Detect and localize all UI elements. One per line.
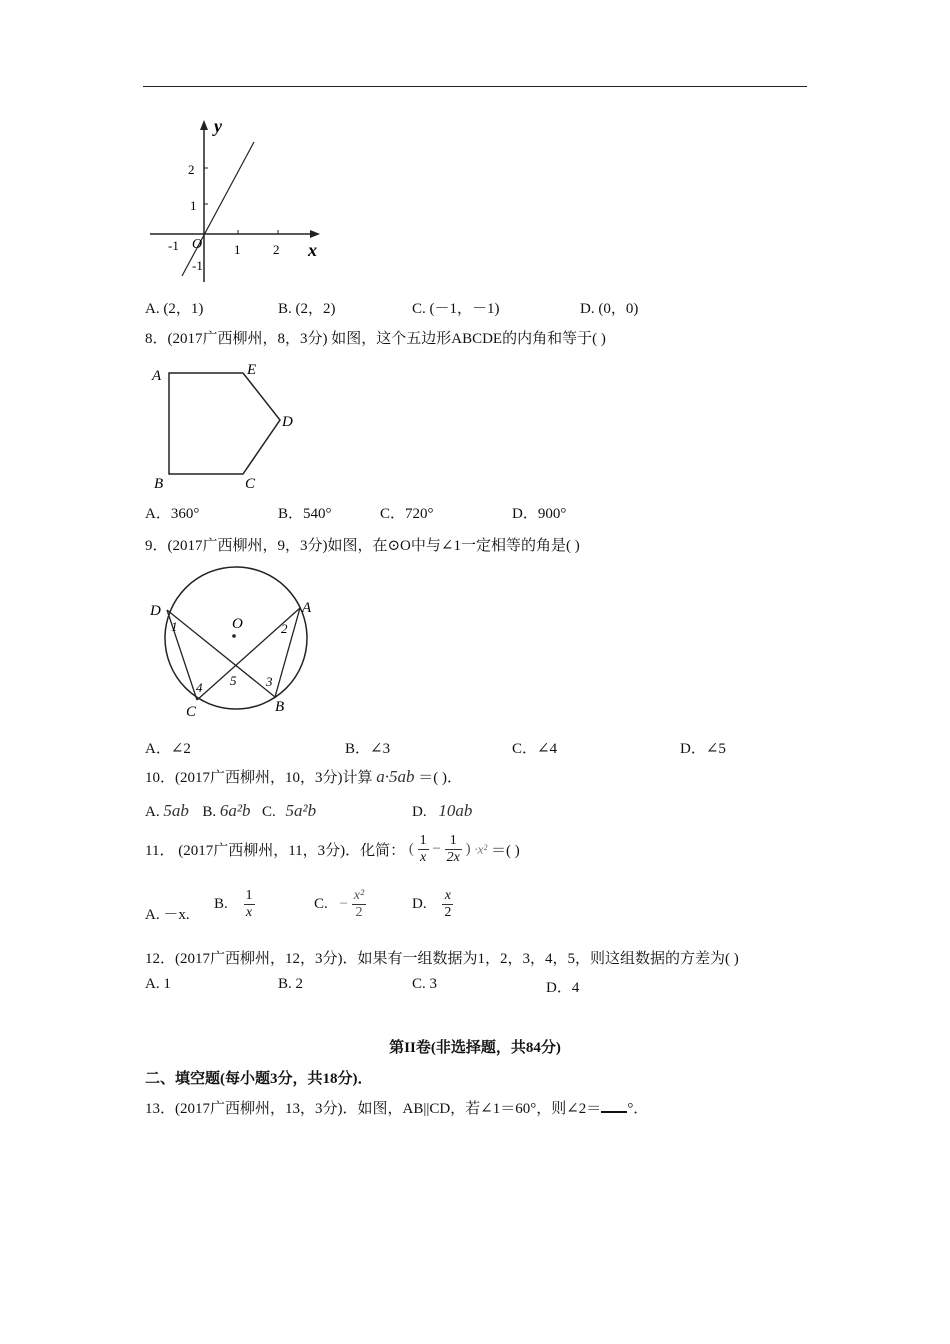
answer-blank[interactable] [601,1097,627,1113]
angle-label-5: 5 [230,673,237,688]
q12-option-b: B. 2 [278,976,304,992]
angle-label-3: 3 [266,674,273,689]
q12-option-d: D．4 [546,980,580,996]
angle-label-4: 4 [196,680,203,695]
q12-option-c: C. 3 [412,976,438,992]
q11-option-b-fraction: $\frac{1}{x}$ [245,888,253,920]
q10-option-c-expr: 5a²b [285,801,317,820]
q9-option-c: C．∠4 [512,741,558,757]
vertex-label-d: D [282,414,293,430]
q10-option-d-letter: D. [412,804,427,820]
q11-option-c-fraction: $\frac{\text{x²}}{2}$ [353,888,365,920]
point-label-a: A [302,600,312,616]
q9-circle-figure [140,560,330,720]
vertex-label-a: A [152,368,162,384]
section-heading: 二、填空题(每小题3分，共18分)． [145,1071,373,1087]
q11-fraction-1: $\frac{1}{x}$ [419,833,427,865]
q10-option-b-expr: 6a²b [219,801,251,820]
q9-option-b: B．∠3 [345,741,391,757]
q10-options [145,801,316,821]
q10-option-a-letter: A. [145,804,160,820]
point-label-d: D [150,603,161,619]
q11-option-d: D. $\frac{x}{2}$ [412,888,452,920]
q9-option-d: D．∠5 [680,741,726,757]
q10-option-d-expr: 10ab [438,801,473,820]
y-tick-label: -1 [192,258,203,273]
q7-option-b: B. (2，2) [278,301,336,317]
x-tick-label: 1 [234,242,241,257]
q13-tail: °． [627,1101,649,1117]
q11-option-d-fraction: $\frac{x}{2}$ [444,888,452,920]
q11-fraction-2: $\frac{1}{2x}$ [446,833,460,865]
q12-option-a: A. 1 [145,976,171,992]
center-label-o: O [232,616,243,632]
q7-coordinate-graph [140,110,340,290]
q10-stem: 10．(2017广西柳州，10，3分)计算 [145,770,373,786]
vertex-label-e: E [247,362,257,378]
q8-option-a: A．360° [145,506,200,522]
point-label-c: C [186,704,197,720]
origin-label: O [192,237,203,252]
x-tick-label: 2 [273,242,280,257]
section-title: 第II卷(非选择题，共84分) [389,1040,561,1056]
q10-option-a-expr: 5ab [163,801,189,820]
q7-option-a: A. (2，1) [145,301,204,317]
header-rule [143,86,807,87]
y-axis-label: y [214,116,222,136]
q11-option-b: B. $\frac{1}{x}$ [214,888,253,920]
q8-option-c: C．720° [380,506,434,522]
angle-label-2: 2 [281,621,288,636]
q8-pentagon-figure [148,358,308,494]
q10-option-b-letter: B. [202,804,217,820]
q7-option-c: C. (－1，－1) [412,301,500,317]
angle-label-1: 1 [171,619,178,634]
vertex-label-b: B [154,476,164,492]
q10-expression: a·5ab [376,767,415,786]
q13-stem-line [145,1097,648,1118]
q11-option-a: A. －x. [145,907,190,923]
q13-stem: 13．(2017广西柳州，13，3分)．如图，AB||CD，若∠1＝60°，则∠2＝ [145,1101,602,1117]
q9-option-a: A．∠2 [145,741,191,757]
q8-stem: 8．(2017广西柳州，8，3分) 如图，这个五边形ABCDE的内角和等于( ) [145,331,606,347]
q8-option-d: D．900° [512,506,567,522]
q11-stem-line: 11． (2017广西柳州，11，3分)．化简： ( $\frac{1}{x}$ − $\frac{1}{2x}$ ) ·x² ＝( ) [145,833,520,865]
q12-stem: 12．(2017广西柳州，12，3分)．如果有一组数据为1，2，3，4，5，则这组数据的方差为( ) [145,951,739,967]
y-tick-label: 2 [188,162,195,177]
q10-stem-line [145,766,462,787]
x-tick-label: -1 [168,238,179,253]
x-axis-label: x [308,240,317,260]
q11-stem: 11． (2017广西柳州，11，3分)．化简： [145,843,406,859]
q10-tail: ＝( )． [418,770,462,786]
vertex-label-c: C [245,476,256,492]
point-label-b: B [275,699,285,715]
q10-option-c-letter: C. [261,804,276,820]
q9-stem: 9．(2017广西柳州，9，3分)如图，在⊙O中与∠1一定相等的角是( ) [145,538,580,554]
q10-option-d [412,801,472,821]
y-tick-label: 1 [190,198,197,213]
q8-option-b: B．540° [278,506,332,522]
q7-option-d: D. (0，0) [580,301,639,317]
q11-option-c: C. − $\frac{\text{x²}}{2}$ [314,888,365,920]
q11-power: ·x² [474,841,488,857]
q11-tail: ＝( ) [491,843,520,859]
